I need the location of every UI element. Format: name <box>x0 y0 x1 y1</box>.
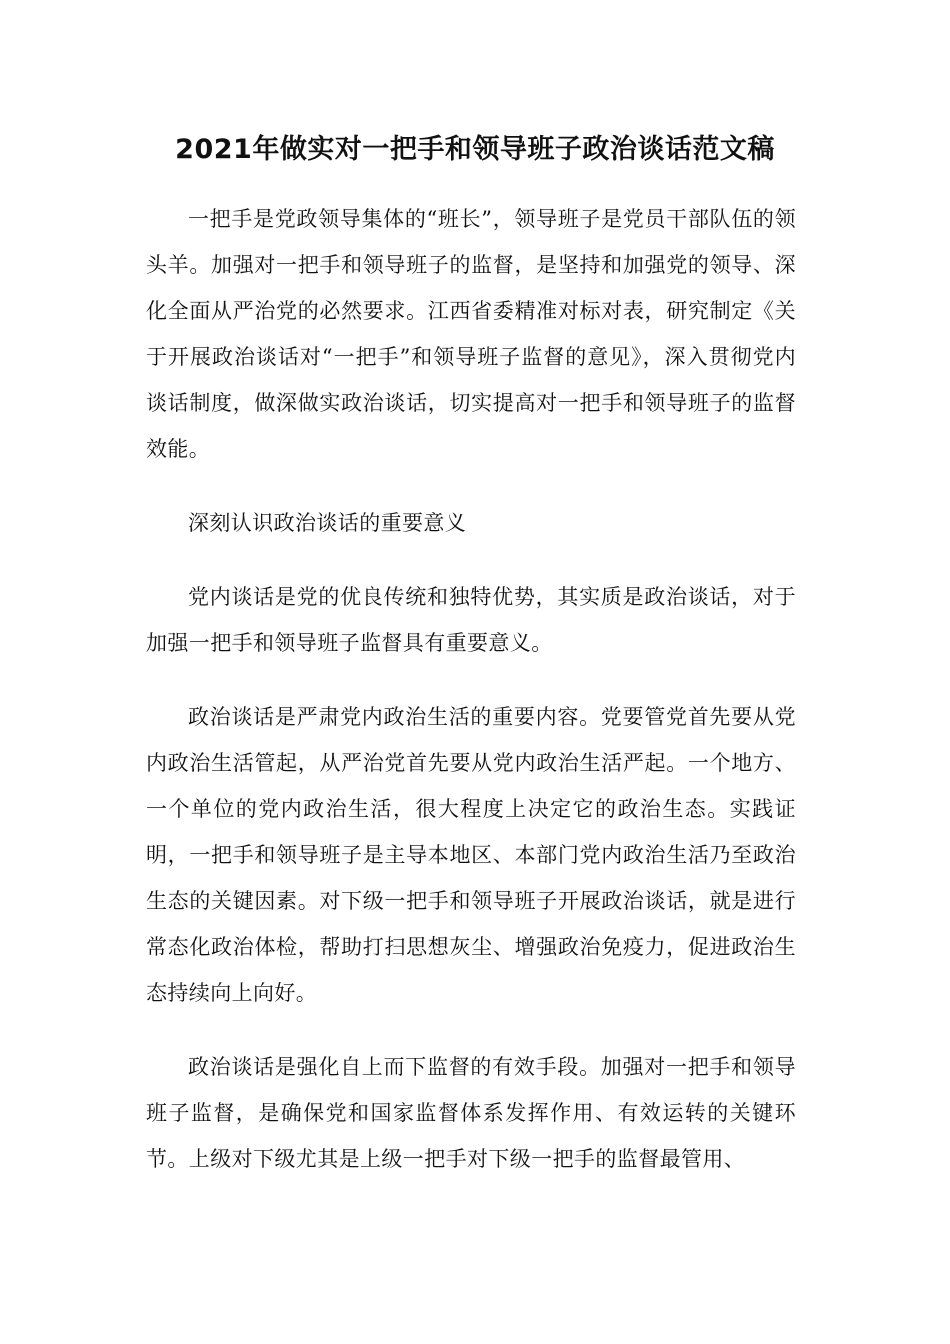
document-title: 2021年做实对一把手和领导班子政治谈话范文稿 <box>175 134 775 165</box>
section-heading: 深刻认识政治谈话的重要意义 <box>188 511 467 535</box>
document-body <box>146 196 796 1182</box>
paragraph-political-life: 政治谈话是严肃党内政治生活的重要内容。党要管党首先要从党内政治生活管起，从严治党首先要从党内政治生活严起。一个地方、一个单位的党内政治生活，很大程度上决定它的政治生态。实践证明，一把手和领导班子是主导本地区、本部门党内政治生活乃至政治生态的关键因素。对下级一把手和领导班子开展政治谈话，就是进行常态化政治体检，帮助打扫思想灰尘、增强政治免疫力，促进政治生态持续向上向好。 <box>146 705 796 1005</box>
paragraph-significance: 党内谈话是党的优良传统和独特优势，其实质是政治谈话，对于加强一把手和领导班子监督具有重要意义。 <box>146 585 796 655</box>
paragraph-intro: 一把手是党政领导集体的“班长”，领导班子是党员干部队伍的领头羊。加强对一把手和领导班子的监督，是坚持和加强党的领导、深化全面从严治党的必然要求。江西省委精准对标对表，研究制定《关于开展政治谈话对“一把手”和领导班子监督的意见》，深入贯彻党内谈话制度，做深做实政治谈话，切实提高对一把手和领导班子的监督效能。 <box>146 207 796 461</box>
paragraph-supervision: 政治谈话是强化自上而下监督的有效手段。加强对一把手和领导班子监督，是确保党和国家监督体系发挥作用、有效运转的关键环节。上级对下级尤其是上级一把手对下级一把手的监督最管用、 <box>146 1055 796 1171</box>
